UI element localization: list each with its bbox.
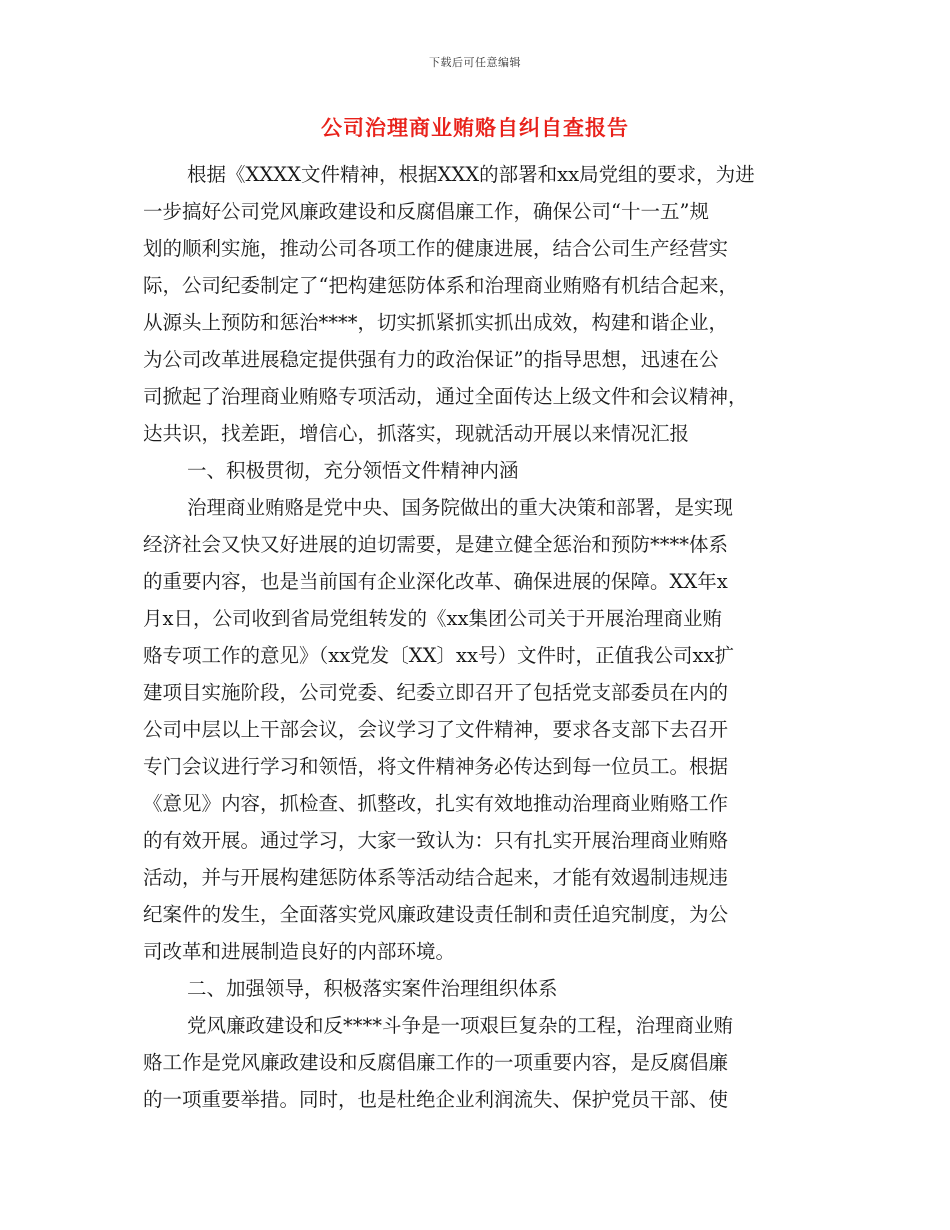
text-line: 赂工作是党风廉政建设和反腐倡廉工作的一项重要内容，是反腐倡廉 [143, 1051, 729, 1074]
text-line: 的重要内容，也是当前国有企业深化改革、确保进展的保障。XX年x [143, 570, 728, 593]
text-line: 月x日，公司收到省局党组转发的《xx集团公司关于开展治理商业贿 [143, 607, 722, 630]
text-line: 活动，并与开展构建惩防体系等活动结合起来，才能有效遏制违规违 [143, 866, 729, 889]
text-line: 治理商业贿赂是党中央、国务院做出的重大决策和部署，是实现 [187, 496, 734, 519]
text-line: 党风廉政建设和反****斗争是一项艰巨复杂的工程，治理商业贿 [187, 1014, 734, 1037]
text-line: 一、积极贯彻，充分领悟文件精神内涵 [187, 459, 519, 482]
text-line: 建项目实施阶段，公司党委、纪委立即召开了包括党支部委员在内的 [143, 681, 729, 704]
text-line: 际，公司纪委制定了“把构建惩防体系和治理商业贿赂有机结合起来， [143, 274, 738, 297]
document-title: 公司治理商业贿赂自纠自查报告 [321, 115, 629, 140]
text-line: 专门会议进行学习和领悟，将文件精神务必传达到每一位员工。根据 [143, 755, 729, 778]
text-line: 划的顺利实施，推动公司各项工作的健康进展，结合公司生产经营实 [143, 237, 729, 260]
text-line: 根据《XXXX文件精神，根据XXX的部署和xx局党组的要求，为进 [187, 163, 755, 186]
text-line: 经济社会又快又好进展的迫切需要，是建立健全惩治和预防****体系 [143, 533, 729, 556]
text-line: 《意见》内容，抓检查、抓整改，扎实有效地推动治理商业贿赂工作 [143, 792, 729, 815]
document-body [143, 156, 807, 1118]
text-line: 的有效开展。通过学习，大家一致认为：只有扎实开展治理商业贿赂 [143, 829, 729, 852]
text-line: 赂专项工作的意见》（xx党发〔XX〕xx号）文件时，正值我公司xx扩 [143, 644, 734, 667]
header-note: 下载后可任意编辑 [429, 56, 521, 69]
text-line: 纪案件的发生，全面落实党风廉政建设责任制和责任追究制度，为公 [143, 903, 729, 926]
text-line: 为公司改革进展稳定提供强有力的政治保证”的指导思想，迅速在公 [143, 348, 719, 371]
text-line: 从源头上预防和惩治****，切实抓紧抓实抓出成效，构建和谐企业， [143, 311, 729, 334]
text-line: 公司中层以上干部会议，会议学习了文件精神，要求各支部下去召开 [143, 718, 729, 741]
text-line: 司掀起了治理商业贿赂专项活动，通过全面传达上级文件和会议精神， [143, 385, 748, 408]
text-line: 司改革和进展制造良好的内部环境。 [143, 940, 456, 963]
text-line: 的一项重要举措。同时，也是杜绝企业利润流失、保护党员干部、使 [143, 1088, 729, 1111]
text-line: 二、加强领导，积极落实案件治理组织体系 [187, 977, 558, 1000]
text-line: 达共识，找差距，增信心，抓落实，现就活动开展以来情况汇报 [143, 422, 690, 445]
text-line: 一步搞好公司党风廉政建设和反腐倡廉工作，确保公司“十一五”规 [143, 200, 709, 223]
